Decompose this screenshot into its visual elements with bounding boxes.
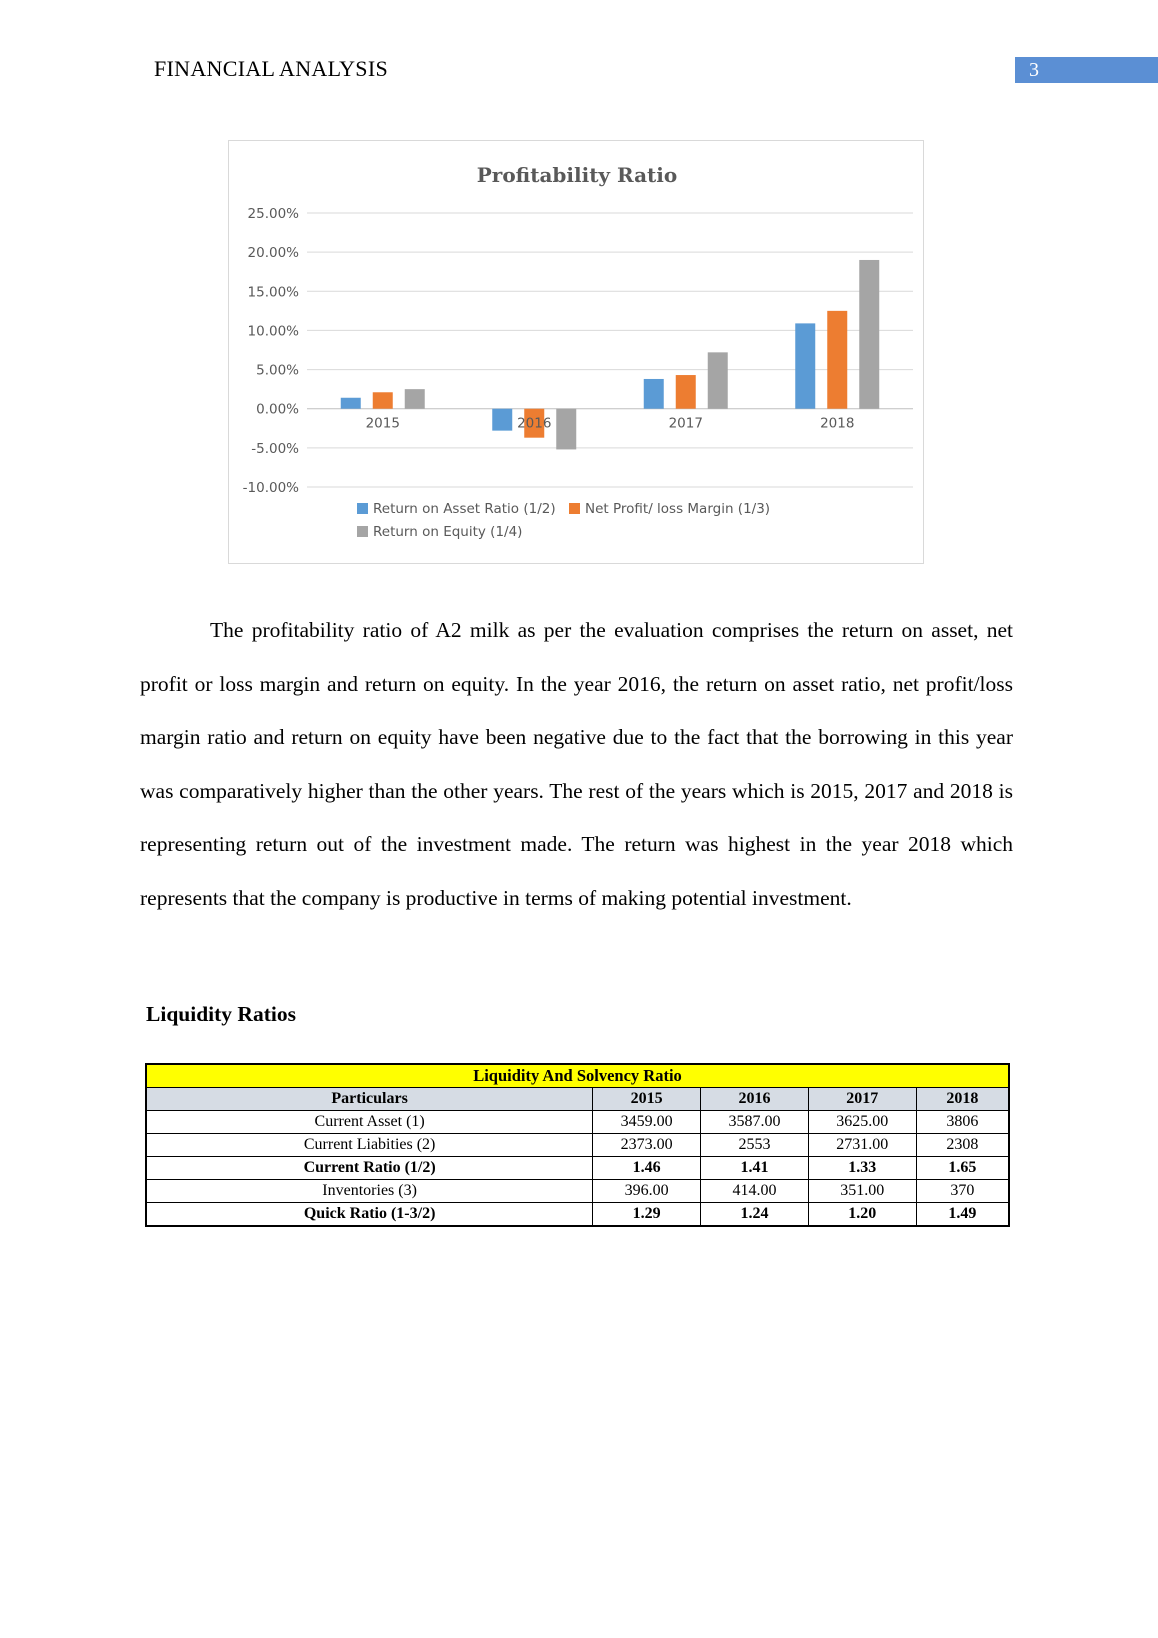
legend-swatch bbox=[569, 503, 580, 514]
y-tick-label: 0.00% bbox=[256, 401, 299, 418]
chart-canvas bbox=[229, 141, 925, 565]
legend-swatch bbox=[357, 503, 368, 514]
table-header-cell: 2015 bbox=[593, 1088, 701, 1111]
bar bbox=[405, 389, 425, 409]
liquidity-table bbox=[145, 1063, 1010, 1227]
table-row bbox=[146, 1157, 1009, 1180]
table-cell: 1.29 bbox=[593, 1203, 701, 1227]
table-cell: Quick Ratio (1-3/2) bbox=[146, 1203, 593, 1227]
bar bbox=[644, 379, 664, 409]
table-row bbox=[146, 1180, 1009, 1203]
table-cell: Current Asset (1) bbox=[146, 1111, 593, 1134]
y-tick-label: 15.00% bbox=[247, 284, 299, 301]
table-cell: 3625.00 bbox=[808, 1111, 916, 1134]
table-cell: 1.46 bbox=[593, 1157, 701, 1180]
running-header: FINANCIAL ANALYSIS bbox=[154, 56, 389, 81]
table-row bbox=[146, 1203, 1009, 1227]
table-cell: 1.33 bbox=[808, 1157, 916, 1180]
table-cell: 1.20 bbox=[808, 1203, 916, 1227]
legend-label: Return on Asset Ratio (1/2) bbox=[373, 501, 556, 517]
y-tick-label: 25.00% bbox=[247, 206, 299, 222]
bar bbox=[827, 311, 847, 409]
bar bbox=[708, 352, 728, 408]
bar bbox=[676, 375, 696, 409]
table-cell: 370 bbox=[916, 1180, 1009, 1203]
table-cell: Current Liabities (2) bbox=[146, 1134, 593, 1157]
table-cell: 2308 bbox=[916, 1134, 1009, 1157]
table-title: Liquidity And Solvency Ratio bbox=[146, 1064, 1009, 1088]
chart-title: Profitability Ratio bbox=[476, 163, 678, 187]
legend-swatch bbox=[357, 526, 368, 537]
table-header-cell: Particulars bbox=[146, 1088, 593, 1111]
table-cell: 3806 bbox=[916, 1111, 1009, 1134]
page-number: 3 bbox=[1015, 57, 1158, 83]
legend-label: Net Profit/ loss Margin (1/3) bbox=[585, 501, 771, 517]
table-cell: 396.00 bbox=[593, 1180, 701, 1203]
table-header-cell: 2017 bbox=[808, 1088, 916, 1111]
table-cell: Inventories (3) bbox=[146, 1180, 593, 1203]
x-tick-label: 2018 bbox=[820, 415, 855, 432]
y-tick-label: 5.00% bbox=[256, 362, 299, 379]
profitability-chart bbox=[228, 140, 924, 564]
table-header-cell: 2018 bbox=[916, 1088, 1009, 1111]
x-tick-label: 2016 bbox=[517, 415, 552, 432]
table-header-cell: 2016 bbox=[701, 1088, 809, 1111]
x-tick-label: 2015 bbox=[365, 415, 400, 432]
bar bbox=[859, 260, 879, 409]
bar bbox=[556, 409, 576, 450]
table-cell: 2373.00 bbox=[593, 1134, 701, 1157]
x-tick-label: 2017 bbox=[668, 415, 703, 432]
table-row bbox=[146, 1111, 1009, 1134]
table-cell: 3587.00 bbox=[701, 1111, 809, 1134]
bar bbox=[492, 409, 512, 431]
y-tick-label: -10.00% bbox=[242, 480, 299, 496]
table-cell: Current Ratio (1/2) bbox=[146, 1157, 593, 1180]
table-cell: 2553 bbox=[701, 1134, 809, 1157]
paragraph-text: The profitability ratio of A2 milk as per the evaluation comprises the return on asset, net profit or loss margin and return on equity. In the year 2016, the return on asset ratio, net profit/loss margin ratio and return on equity have been negative due to the fact that the borrowing in this year was comparatively higher than the other years. The rest of the years which is 2015, 2017 and 2018 is representing return out of the investment made. The return was highest in the year 2018 which represents that the company is productive in terms of making potential investment. bbox=[140, 618, 1013, 910]
table-cell: 1.65 bbox=[916, 1157, 1009, 1180]
bar bbox=[373, 392, 393, 408]
y-tick-label: 20.00% bbox=[247, 245, 299, 262]
bar bbox=[341, 398, 361, 409]
table-cell: 414.00 bbox=[701, 1180, 809, 1203]
table-row bbox=[146, 1134, 1009, 1157]
table-cell: 3459.00 bbox=[593, 1111, 701, 1134]
table-cell: 1.49 bbox=[916, 1203, 1009, 1227]
body-paragraph bbox=[140, 604, 1013, 925]
y-tick-label: 10.00% bbox=[247, 323, 299, 340]
table-cell: 351.00 bbox=[808, 1180, 916, 1203]
y-tick-label: -5.00% bbox=[251, 440, 299, 457]
table-cell: 1.24 bbox=[701, 1203, 809, 1227]
bar bbox=[795, 323, 815, 408]
legend-label: Return on Equity (1/4) bbox=[373, 524, 523, 540]
table-cell: 2731.00 bbox=[808, 1134, 916, 1157]
table-cell: 1.41 bbox=[701, 1157, 809, 1180]
section-heading: Liquidity Ratios bbox=[146, 1002, 296, 1026]
